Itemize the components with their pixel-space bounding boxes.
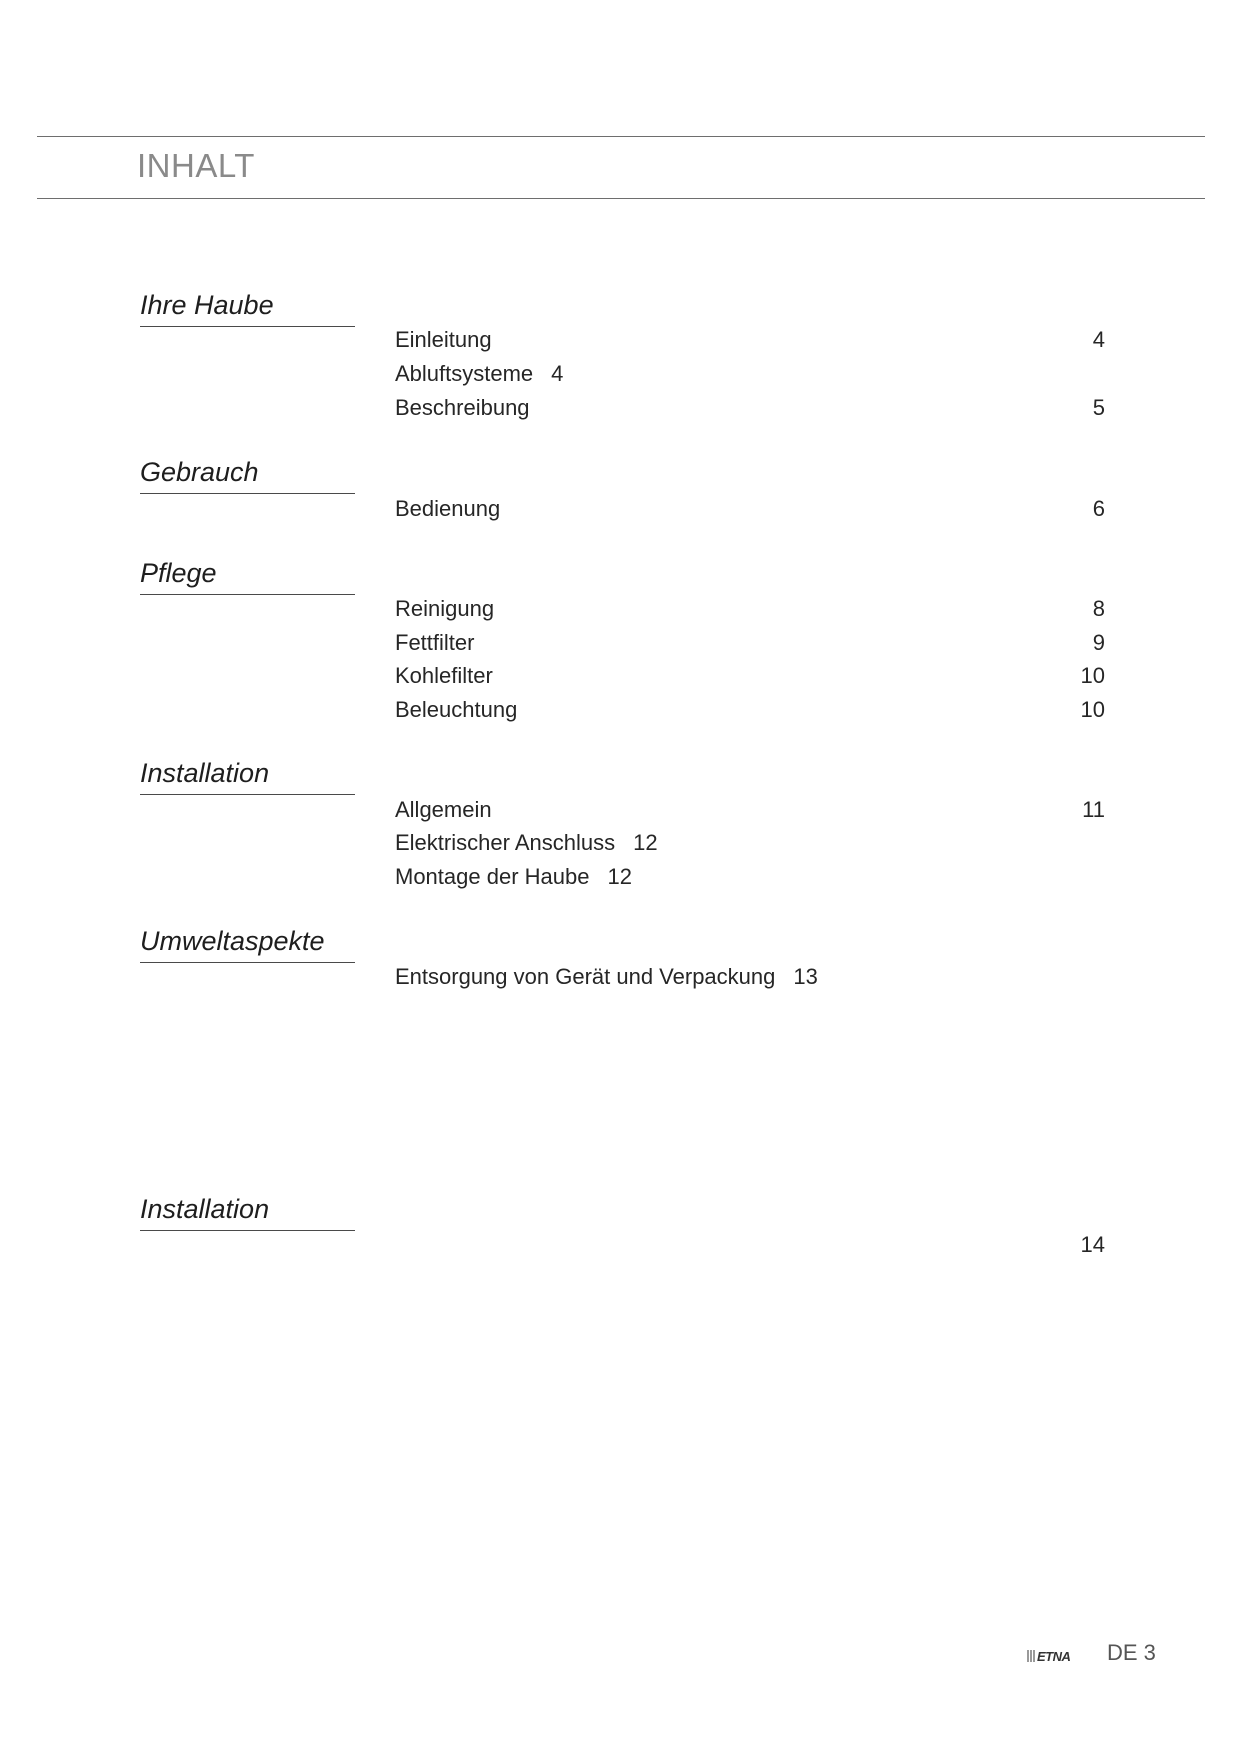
toc-entry-title: Bedienung — [395, 496, 501, 521]
section-heading-installation-2: Installation — [140, 1194, 355, 1231]
toc-entry-title: Abluftsysteme — [395, 361, 534, 386]
toc-entry-einleitung[interactable] — [395, 323, 1105, 357]
toc-entry-inline-page: 13 — [793, 964, 818, 989]
toc-entry-title: Elektrischer Anschluss — [395, 830, 616, 855]
toc-entry-page: 10 — [1080, 697, 1105, 722]
header-top-rule — [37, 136, 1205, 137]
toc-entry-inline-page: 12 — [633, 830, 658, 855]
toc-entry-abluftsysteme[interactable] — [395, 357, 1105, 391]
toc-entry-title: Montage der Haube — [395, 864, 590, 889]
etna-logo-mark-icon — [1027, 1647, 1075, 1665]
toc-entry-beleuchtung[interactable] — [395, 693, 1105, 727]
toc-entry-page: 14 — [1080, 1232, 1105, 1257]
section-heading-ihre-haube: Ihre Haube — [140, 290, 355, 327]
header-bottom-rule — [37, 198, 1205, 199]
toc-entry-allgemein[interactable] — [395, 793, 1105, 827]
toc-entry-title: Beleuchtung — [395, 697, 518, 722]
toc-entry-title: Reinigung — [395, 596, 495, 621]
toc-entry-bedienung[interactable] — [395, 492, 1105, 526]
toc-entry-page: 8 — [1092, 596, 1105, 621]
toc-entry-page: 9 — [1092, 630, 1105, 655]
toc-entry-montage-der-haube[interactable] — [395, 860, 1105, 894]
toc-entry-title: Beschreibung — [395, 395, 530, 420]
toc-entry-title: Einleitung — [395, 327, 492, 352]
toc-entry-entsorgung[interactable] — [395, 960, 1105, 994]
section-heading-gebrauch: Gebrauch — [140, 457, 355, 494]
toc-entry-elektrischer-anschluss[interactable] — [395, 826, 1105, 860]
toc-entry-inline-page: 4 — [551, 361, 564, 386]
toc-entry-reinigung[interactable] — [395, 592, 1105, 626]
toc-entry-title: Fettfilter — [395, 630, 475, 655]
footer-page-number: DE 3 — [1107, 1640, 1156, 1665]
page-title: INHALT — [137, 147, 255, 184]
logo-text: ETNA — [1037, 1649, 1071, 1665]
section-heading-umweltaspekte: Umweltaspekte — [140, 926, 355, 963]
toc-entry-page: 6 — [1092, 496, 1105, 521]
section-heading-pflege: Pflege — [140, 558, 355, 595]
toc-entry-page: 4 — [1092, 327, 1105, 352]
toc-entry-title: Kohlefilter — [395, 663, 493, 688]
toc-entry-fettfilter[interactable] — [395, 626, 1105, 660]
toc-entry-title: Entsorgung von Gerät und Verpackung — [395, 964, 776, 989]
toc-entry-page: 11 — [1082, 797, 1105, 822]
toc-entry-kohlefilter[interactable] — [395, 659, 1105, 693]
toc-entry-beschreibung[interactable] — [395, 391, 1105, 425]
toc-entry-inline-page: 12 — [607, 864, 632, 889]
toc-entry-page: 10 — [1080, 663, 1105, 688]
etna-logo — [1027, 1647, 1075, 1665]
toc-entry-installation-page[interactable] — [395, 1228, 1105, 1262]
toc-entry-page: 5 — [1092, 395, 1105, 420]
section-heading-installation: Installation — [140, 758, 355, 795]
toc-entry-title: Allgemein — [395, 797, 492, 822]
